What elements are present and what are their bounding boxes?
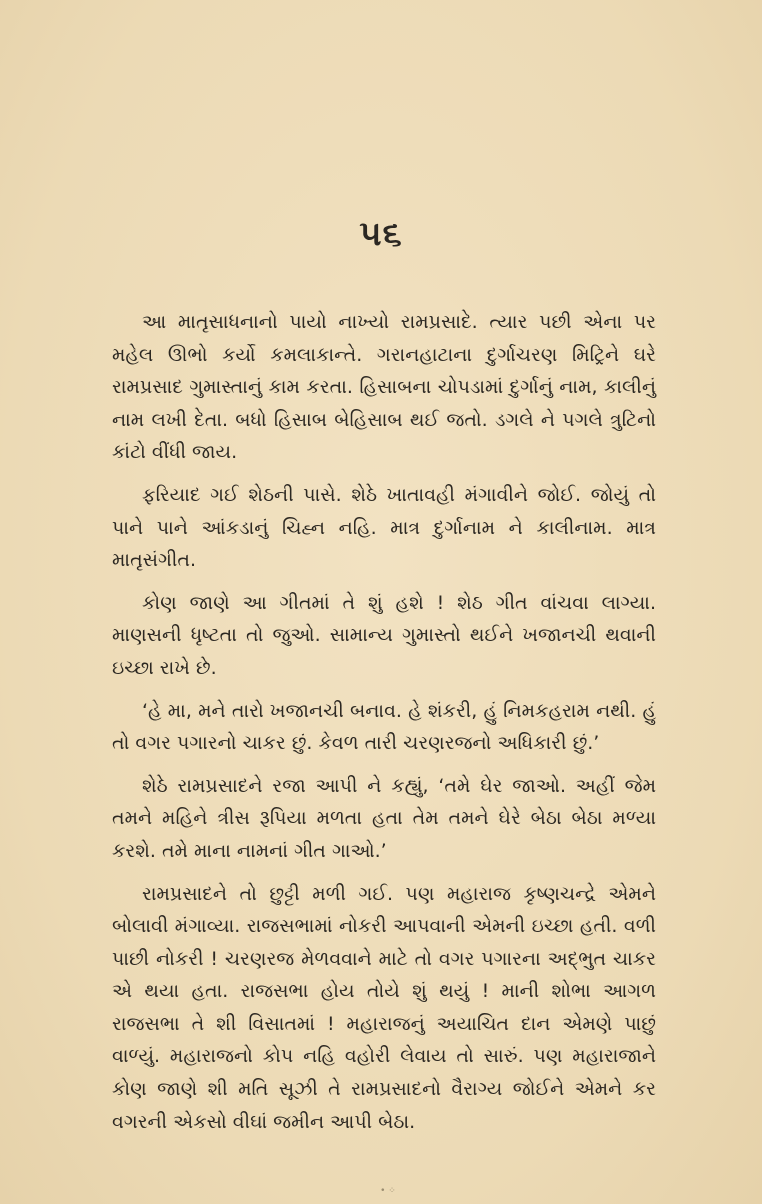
paragraph: ફરિયાદ ગઈ શેઠની પાસે. શેઠે ખાતાવહી મંગાવીને જોઈ. જોયું તો પાને પાને આંકડાનું ચિહ્ન નહિ. માત્ર દુર્ગાનામ ને કાલીનામ. માત્ર માતૃસંગીત.	[112, 483, 656, 572]
paragraph: ‘હે મા, મને તારો ખજાનચી બનાવ. હે શંકરી, હું નિમકહરામ નથી. હું તો વગર પગારનો ચાકર છું. કેવળ તારી ચરણરજનો અધિકારી છું.’	[112, 699, 656, 755]
chapter-body	[112, 306, 656, 1138]
chapter-number: ૫૬	[359, 214, 403, 254]
paragraph: શેઠે રામપ્રસાદને રજા આપી ને કહ્યું, ‘તમે ઘેર જાઓ. અહીં જેમ તમને મહિને ત્રીસ રૂપિયા મળતા હતા તેમ તમને ઘેરે બેઠા બેઠા મળ્યા કરશે. તમે માના નામનાં ગીત ગાઓ.’	[112, 774, 656, 862]
paragraph: રામપ્રસાદને તો છુટ્ટી મળી ગઈ. પણ મહારાજ કૃષ્ણચન્દ્રે એમને બોલાવી મંગાવ્યા. રાજસભામાં નોકરી આપવાની એમની ઇચ્છા હતી. વળી પાછી નોકરી ! ચરણરજ મેળવવાને માટે તો વગર પગારના અદ્ભુત ચાકર એ થયા હતા. રાજસભા હોય તોયે શું થયું ! માની શોભા આગળ રાજસભા તે શી વિસાતમાં ! મહારાજનું અયાચિત દાન એમણે પાછું વાળ્યું. મહારાજનો કોપ નહિ વહોરી લેવાય તો સારું. પણ મહારાજાને કોણ જાણે શી મતિ સૂઝી તે રામપ્રસાદનો વૈરાગ્ય જોઈને એમને કર વગરની એકસો વીઘાં જમીન આપી બેઠા.	[112, 882, 656, 1133]
paragraph: આ માતૃસાધનાનો પાયો નાખ્યો રામપ્રસાદે. ત્યાર પછી એના પર મહેલ ઊભો કર્યો કમલાકાન્તે. ગરાનહાટાના દુર્ગાચરણ મિટ્રિને ઘરે રામપ્રસાદ ગુમાસ્તાનું કામ કરતા. હિસાબના ચોપડામાં દુર્ગાનું નામ, કાલીનું નામ લખી દેતા. બધો હિસાબ બેહિસાબ થઈ જતો. ડગલે ને પગલે ત્રુટિનો કાંટો વીંધી જાય.	[112, 311, 656, 464]
footer-mark: • ⁘	[380, 1186, 396, 1196]
paragraph: કોણ જાણે આ ગીતમાં તે શું હશે ! શેઠ ગીત વાંચવા લાગ્યા. માણસની ધૃષ્ટતા તો જુઓ. સામાન્ય ગુમાસ્તો થઈને ખજાનચી થવાની ઇચ્છા રાખે છે.	[112, 591, 656, 679]
